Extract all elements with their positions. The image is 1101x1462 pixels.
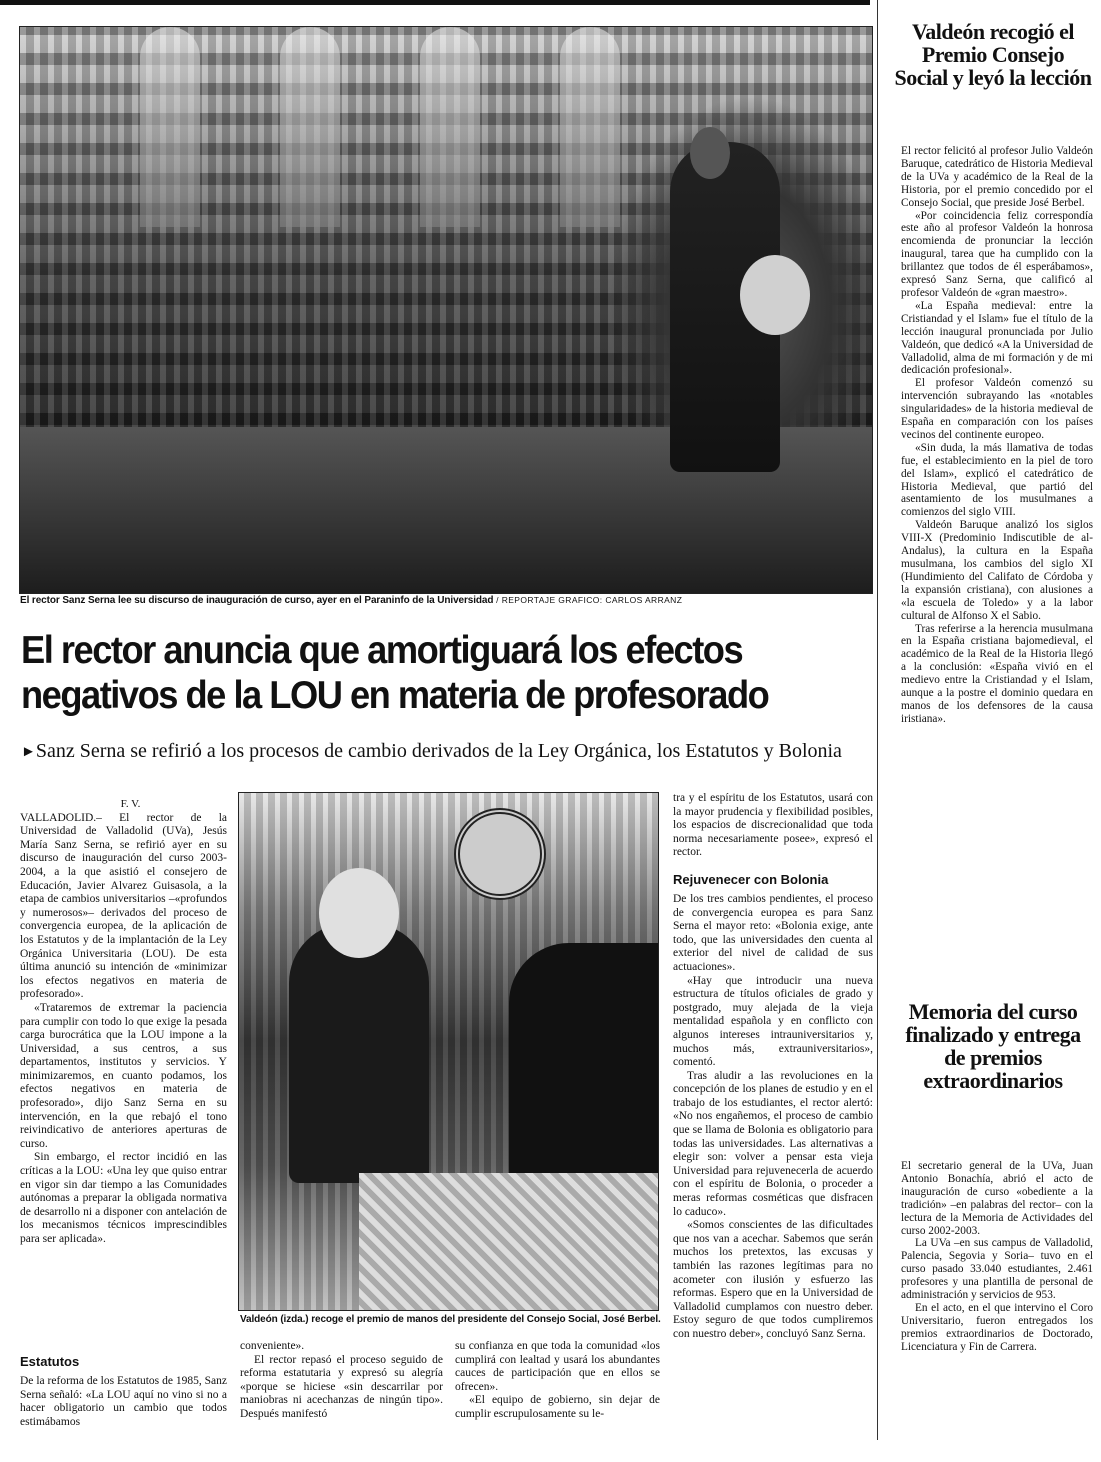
photo-arch (280, 27, 340, 227)
byline: F. V. (120, 798, 141, 810)
photo-credit: / REPORTAJE GRAFICO: CARLOS ARRANZ (493, 595, 683, 605)
paragraph: Tras referirse a la herencia musulmana en la España cristiana bajomedieval, el académico de la Real de la Historia llegó a la conclusión: «España vivió en el medievo entre la Cristiandad y el Islam, aunque a la postre el dominio quedara en manos de los defensores de la causa iristiana». (901, 622, 1093, 725)
photo-speaker-head (690, 127, 730, 179)
top-rule (0, 0, 870, 5)
sidebar-1-headline: Valdeón recogió el Premio Consejo Social y leyó la lección (894, 19, 1092, 90)
paragraph: De los tres cambios pendientes, el proceso de convergencia europea es para Sanz Serna el mayor reto: «Bolonia exige, ante todo, que las universidades den cuenta al exterior del nivel de calidad de sus actuaciones». (673, 892, 873, 973)
paragraph: «Trataremos de extremar la paciencia para cumplir con todo lo que exige la pesada carga burocrática que la LOU impone a la Universidad, a sus centros, a sus departamentos, institutos y servicios. Y minimizaremos, en cuanto podamos, los efectos negativos en materia de profesorado», dijo Sanz Serna en su intervención, en la que rebajó el tono reivindicativo de anteriores aperturas de curso. (20, 1001, 227, 1150)
paragraph: Sin embargo, el rector incidió en las críticas a la LOU: «Una ley que quiso entrar en vigor sin dar tiempo a las Comunidades autónomas a preparar la obligada normativa de desarrollo ni a disponer con antelación de los mecanismos técnicos imprescindibles para ser aplicada». (20, 1151, 227, 1245)
paragraph: El profesor Valdeón comenzó su intervención subrayando las «notables singularidades» de la historia medieval de España en comparación con los países vecinos del continente europeo. (901, 377, 1093, 441)
paragraph: Tras aludir a las revoluciones en la concepción de los planes de estudio y en el trabajo de los estudiantes, el rector alertó: «No nos engañemos, el proceso de cambio que se llama de Bolonia es obligatorio para todas las universidades. Las alternativas a elegir son: volver a pensar esta vieja Universidad para rejuvenecerla de acuerdo con el espíritu de Bolonia, o proceder a meras reformas cosméticas que disfracen lo caduco». (673, 1069, 873, 1218)
paragraph: El rector felicitó al profesor Julio Valdeón Baruque, catedrático de Historia Medieval de la UVa y académico de la Real de la Historia, por el premio concedido por el Consejo Social, que preside José Berbel. (901, 145, 1093, 209)
award-photo-caption: Valdeón (izda.) recoge el premio de manos del presidente del Consejo Social, José Berbel. (240, 1314, 661, 1325)
paragraph: El rector repasó el proceso seguido de reforma estatutaria y expresó su alegría «porque se hiciese «sin descarrilar por maniobras ni acechanzas de ningún tipo». Después manifestó (240, 1353, 443, 1420)
article-column-1 (20, 798, 227, 1247)
photo-tablecloth (359, 1173, 659, 1311)
photo-arch (420, 27, 480, 227)
photo-arch (140, 27, 200, 227)
paragraph: «El equipo de gobierno, sin dejar de cumplir escrupulosamente su le- (455, 1394, 660, 1420)
photo-seated-head (740, 255, 810, 335)
article-column-4 (673, 792, 873, 1342)
paragraph: VALLADOLID.– El rector de la Universidad de Valladolid (UVa), Jesús María Sanz Serna, se refirió ayer en su discurso de inauguración del curso 2003-2004, a la que asistió el consejero de Educación, Javier Alvarez Guisasola, a la etapa de cambios universitarios –«profundos y numerosos»– derivados del proceso de convergencia europea, de la aplicación de los Estatutos y de la implantación de la Ley Orgánica Universitaria (LOU). De esta última anunció su intención de «minimizar los efectos negativos en materia de profesorado». (20, 811, 227, 1001)
paragraph: tra y el espíritu de los Estatutos, usará con la mayor prudencia y flexibilidad posibles, los espacios de discrecionalidad que toda norma necesariamente posee», expresó el rector. (673, 792, 873, 859)
paragraph: conveniente». (240, 1340, 305, 1352)
paragraph: Valdeón Baruque analizó los siglos VIII-X (Predominio Indiscutible de al-Andalus), la cultura en la España musulmana, los cambios del siglo XI (Hundimiento del Califato de Córdoba y la expansión cristiana), con alusiones a «la escuela de Toledo» y a la labor cultural de Alfonso X el Sabio. (901, 519, 1093, 622)
article-column-2 (240, 1340, 443, 1422)
sidebar-2-headline: Memoria del curso finalizado y entrega de premios extraordinarios (905, 999, 1081, 1093)
paragraph: «Sin duda, la más llamativa de todas fue, el establecimiento en la piel de toro del Islam», explicó el catedrático de Historia Medieval, que partió del asentamiento de los musulmanes a comienzos del siglo VIII. (901, 441, 1093, 519)
section-subtitle: Estatutos (20, 1354, 80, 1369)
column-rule (877, 0, 878, 1440)
sidebar-2-body (901, 1160, 1093, 1354)
photo-head-left (319, 868, 399, 958)
paragraph: «Hay que introducir una nueva estructura de títulos oficiales de grado y postgrado, muy alejada de la vieja mentalidad española y en conflicto con algunos intereses intrauniversitarios y, muchos más, extrauniversitarios», comentó. (673, 974, 873, 1069)
main-photo-caption (20, 595, 682, 606)
photo-figure-left (289, 923, 429, 1183)
paragraph: «La España medieval: entre la Cristiandad y el Islam» fue el título de la lección inaugural pronunciada por Julio Valdeón, que dedicó «A la Universidad de Valladolid, alma de mi formación y de mi dedicación profesional». (901, 299, 1093, 377)
paragraph: La UVa –en sus campus de Valladolid, Palencia, Segovia y Soria– tuvo en el curso pasado 33.040 estudiantes, 2.461 profesores y una plantilla de personal de administración y servicios de 953. (901, 1237, 1093, 1302)
photo-arch (560, 27, 620, 227)
caption-text: El rector Sanz Serna lee su discurso de inauguración de curso, ayer en el Paraninfo de la Universidad (20, 595, 494, 606)
paragraph: su confianza en que toda la comunidad «los cumplirá con lealtad y usará los abundantes cauces de participación que en ellos se ofrecen». (455, 1340, 660, 1393)
article-column-1-lower (20, 1354, 227, 1429)
section-subtitle: Rejuvenecer con Bolonia (673, 871, 829, 887)
sidebar-1-body (901, 145, 1093, 726)
paragraph: «Por coincidencia feliz correspondía este año al profesor Valdeón la honrosa encomienda de pronunciar la lección inaugural, tarea que ha cumplido con la brillantez que todos de él esperábamos», expresó Sanz Serna, que calificó al profesor Valdeón de «gran maestro». (901, 209, 1093, 299)
photo-seal (454, 808, 546, 900)
paragraph: De la reforma de los Estatutos de 1985, Sanz Serna señaló: «La LOU aquí no vino si no a hacer obligatorio un cambio que todos estimábamos (20, 1375, 227, 1428)
article-subhead (21, 740, 871, 763)
article-headline: El rector anuncia que amortiguará los efectos negativos de la LOU en materia de profesorado (21, 629, 769, 717)
arrow-icon: ► (21, 744, 36, 760)
award-photo (238, 792, 659, 1311)
article-column-3 (455, 1340, 660, 1422)
paragraph: «Somos conscientes de las dificultades que nos van a acechar. Sabemos que serán muchos los pretextos, las excusas y también las razones legítimas para no acometer con ilusión y esfuerzo las reformas. Espero que en la Universidad de Valladolid cumplamos con nuestro deber. Estoy seguro de que todos cumpliremos con nuestro deber», concluyó Sanz Serna. (673, 1219, 873, 1340)
main-photo (19, 26, 873, 594)
paragraph: En el acto, en el que intervino el Coro Universitario, fueron entregados los premios extraordinarios de Doctorado, Licenciatura y Fin de Carrera. (901, 1301, 1093, 1353)
subhead-text: Sanz Serna se refirió a los procesos de cambio derivados de la Ley Orgánica, los Estatutos y Bolonia (35, 740, 842, 762)
paragraph: El secretario general de la UVa, Juan Antonio Bonachía, abrió el acto de inauguración de curso «obediente a la tradición» –en palabras del rector– con la lectura de la Memoria de Actividades del curso 2002-2003. (901, 1160, 1093, 1237)
